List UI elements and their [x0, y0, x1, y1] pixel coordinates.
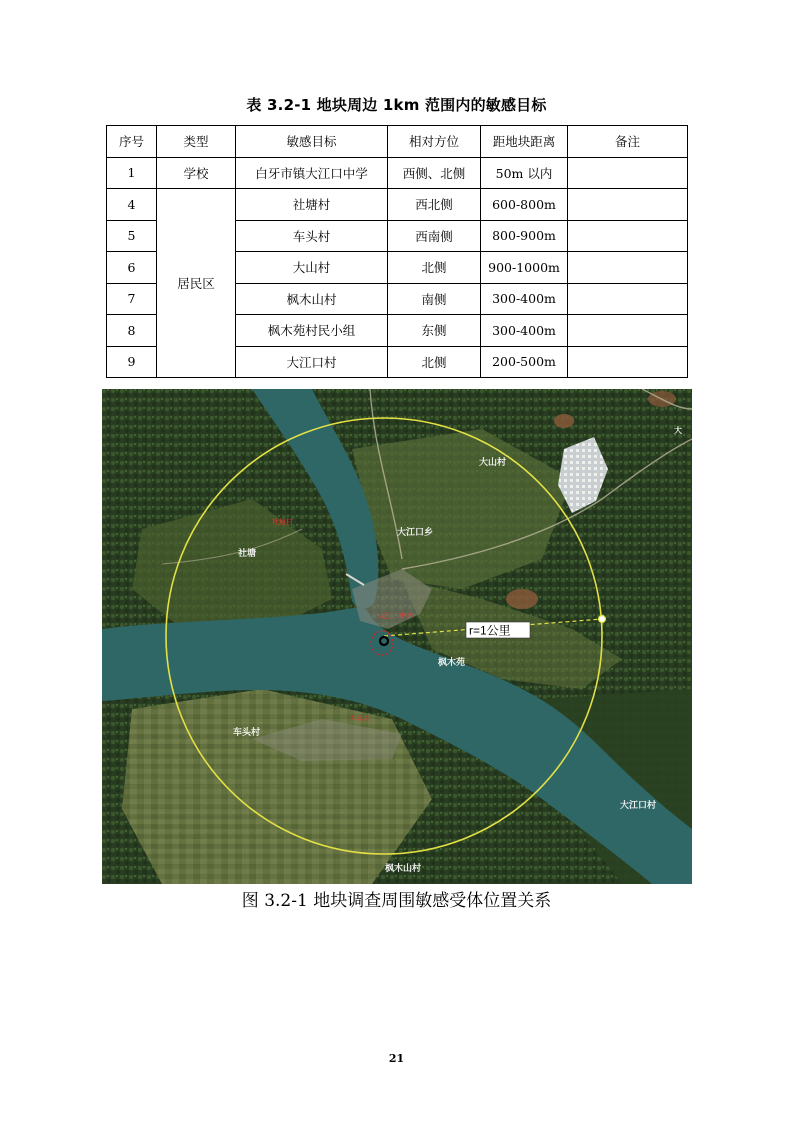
header-direction: 相对方位 [388, 126, 481, 158]
header-target: 敏感目标 [236, 126, 388, 158]
cell-no: 4 [107, 189, 157, 221]
cell-note [568, 157, 688, 189]
map-label-chetou-red: 车头村 [350, 715, 371, 723]
cell-distance: 800-900m [481, 220, 568, 252]
cell-direction: 东侧 [388, 315, 481, 347]
cell-target: 大山村 [236, 252, 388, 284]
radius-end-marker [599, 616, 606, 623]
cell-direction: 西侧、北侧 [388, 157, 481, 189]
cell-note [568, 220, 688, 252]
header-distance: 距地块距离 [481, 126, 568, 158]
table-header-row [107, 126, 688, 158]
cell-direction: 西北侧 [388, 189, 481, 221]
cell-distance: 200-500m [481, 346, 568, 378]
header-note: 备注 [568, 126, 688, 158]
cell-target: 白牙市镇大江口中学 [236, 157, 388, 189]
cell-no: 1 [107, 157, 157, 189]
header-type: 类型 [157, 126, 236, 158]
cell-type-merged: 居民区 [157, 189, 236, 378]
cell-target: 大江口村 [236, 346, 388, 378]
cell-no: 7 [107, 283, 157, 315]
cell-note [568, 189, 688, 221]
cell-type: 学校 [157, 157, 236, 189]
cell-distance: 900-1000m [481, 252, 568, 284]
map-label-chetou: 车头村 [233, 728, 261, 738]
cell-no: 9 [107, 346, 157, 378]
cell-target: 车头村 [236, 220, 388, 252]
cell-distance: 600-800m [481, 189, 568, 221]
cell-direction: 西南侧 [388, 220, 481, 252]
map-label-dashan: 大山村 [479, 458, 507, 468]
table-row [107, 189, 688, 221]
cell-target: 社塘村 [236, 189, 388, 221]
cell-no: 8 [107, 315, 157, 347]
sensitive-targets-table [106, 125, 688, 378]
cell-distance: 50m 以内 [481, 157, 568, 189]
map-label-dajiangkou-xiang: 大江口乡 [397, 528, 434, 538]
page-number: 21 [388, 1052, 405, 1065]
table-title: 表 3.2-1 地块周边 1km 范围内的敏感目标 [246, 96, 547, 114]
cell-note [568, 283, 688, 315]
cell-direction: 北侧 [388, 252, 481, 284]
cell-distance: 300-400m [481, 315, 568, 347]
cell-direction: 南侧 [388, 283, 481, 315]
map-label-school-red: 大江口中学 [378, 612, 413, 620]
cell-distance: 300-400m [481, 283, 568, 315]
satellite-map [102, 389, 692, 884]
cell-target: 枫木山村 [236, 283, 388, 315]
table-row [107, 157, 688, 189]
map-label-dajiangkou-cun: 大江口村 [620, 801, 657, 811]
map-label-edge: 大 [674, 426, 682, 435]
radius-label: r=1公里 [469, 623, 511, 638]
cell-no: 5 [107, 220, 157, 252]
cell-direction: 北侧 [388, 346, 481, 378]
cell-target: 枫木苑村民小组 [236, 315, 388, 347]
cell-no: 6 [107, 252, 157, 284]
cell-note [568, 346, 688, 378]
map-label-fengmushan: 枫木山村 [385, 864, 422, 874]
map-label-fengmuyuan: 枫木苑 [438, 658, 466, 668]
header-no: 序号 [107, 126, 157, 158]
map-label-shetang-red: 社塘村 [272, 518, 293, 526]
map-label-shetang: 社塘 [238, 549, 257, 559]
figure-caption: 图 3.2-1 地块调查周围敏感受体位置关系 [241, 891, 552, 911]
cell-note [568, 252, 688, 284]
cell-note [568, 315, 688, 347]
